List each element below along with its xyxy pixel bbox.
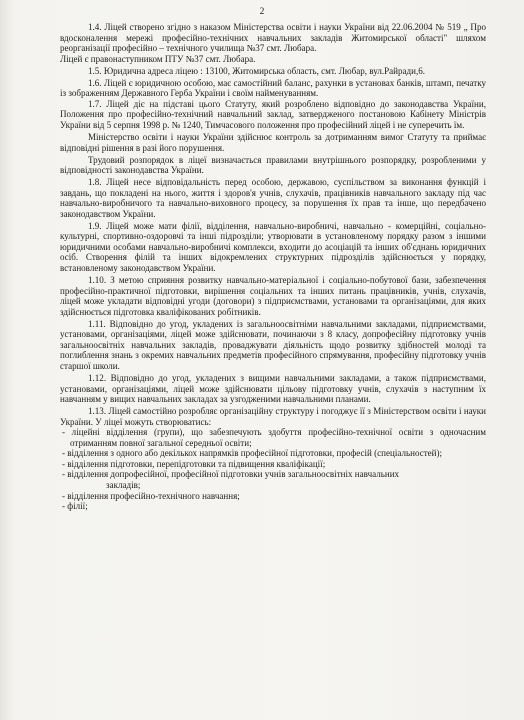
paragraph-1-12: 1.12. Відповідно до угод, укладених з вищими навчальними закладами, а також підприємствами, установами, організаціями, ліцей може здійснювати цільову підготовку учнів, слухачів з наступним їх навчанням у вищих навчальних закладах за узгодженими навчальними планами. (60, 373, 486, 405)
list-item: - філії; (62, 501, 88, 512)
paragraph-ministry-control: Міністерство освіти і науки України здійснює контроль за дотриманням вимог Статуту та приймає відповідні рішення в разі його порушення. (60, 131, 486, 153)
paragraph-1-13: 1.13. Ліцей самостійно розробляє організаційну структуру і погоджує її з Міністерством освіти і науки України. У ліцеї можуть створюватись: (60, 406, 486, 427)
structure-list (60, 427, 486, 511)
list-item: - відділення з одного або декількох напрямків професійної підготовки, професій (спеціальностей); (62, 448, 443, 459)
paragraph-1-4: 1.4. Ліцей створено згідно з наказом Міністерства освіти і науки України від 22.06.2004 № 519 „ Про вдосконалення мережі професійно-технічних навчальних закладів Житомирської області" шляхом реорганізації професійно – технічного училища №37 смт. Любара. (60, 22, 486, 54)
paragraph-1-6: 1.6. Ліцей є юридичною особою, має самостійний баланс, рахунки в установах банків, штамп, печатку із зображенням Державного Герба України і своїм найменуванням. (60, 77, 486, 99)
paragraph-1-9: 1.9. Ліцей може мати філії, відділення, навчально-виробничі, навчально - комерційні, соціально-культурні, спортивно-оздоровчі та інші підрозділи; утворювати в установленому порядку разом з іншими юридичними особами навчально-виробничі комплекси, входити до асоціацій та інших об'єднань юридичних осіб. Створення філій та інших відокремлених структурних підрозділів здійснюється у порядку, встановленому законодавством України. (60, 220, 486, 274)
paragraph-1-8: 1.8. Ліцей несе відповідальність перед особою, державою, суспільством за виконання функцій і завдань, що покладені на нього, життя і здоров'я учнів, слухачів, працівників навчального закладу під час навчально-виробничого та навчально-виховного процесу, за порушення їх прав та інше, що передбачено законодавством України. (60, 177, 486, 219)
list-item-text: - відділення допрофесійної, професійної підготовки учнів загальноосвітніх навчальних (62, 469, 400, 480)
list-item-continuation: закладів; (106, 479, 141, 490)
paragraph-1-10: 1.10. З метою сприяння розвитку навчально-матеріальної і соціально-побутової бази, забезпечення професійно-практичної підготовки, вирішення соціальних та інших питань працівників, учнів, слухачів, ліцей може укладати відповідні угоди (договори) з підприємствами, установами та організаціями, для яких здійснюється підготовка кваліфікованих робітників. (60, 275, 486, 317)
paragraph-successor: Ліцей є правонаступником ПТУ №37 смт. Любара. (60, 53, 256, 64)
page-number: 2 (259, 7, 265, 17)
list-item: - ліцейні відділення (групи), що забезпечують здобуття професійно-технічної освіти з одночасним отриманням повної загальної середньої освіти; (62, 427, 486, 448)
list-item: - відділення професійно-технічного навчання; (62, 490, 240, 501)
paragraph-1-5: 1.5. Юридична адреса ліцею : 13100, Житомирська область, смт. Любар, вул.Райради,6. (88, 65, 426, 76)
document-body (60, 22, 486, 512)
list-item (60, 469, 486, 490)
paragraph-1-11: 1.11. Відповідно до угод, укладених із загальноосвітніми навчальними закладами, підприємствами, установами, організаціями, ліцей може здійснювати, починаючи з 8 класу, допрофесійну підготовку учнів загальноосвітніх навчальних закладів, проваджувати діяльність щодо розвитку здібностей молоді та поглиблення знань з окремих навчальних предметів професійного спрямування, професійну підготовку учнів старшої школи. (60, 318, 486, 371)
paragraph-1-7: 1.7. Ліцей діє на підставі цього Статуту, який розроблено відповідно до законодавства України, Положення про професійно-технічний навчальний заклад, затвердженого постановою Кабінету Міністрів України від 5 серпня 1998 р. № 1240, Тимчасового положення про професійний ліцей і не суперечить їм. (60, 98, 486, 130)
paragraph-work-schedule: Трудовий розпорядок в ліцеї визначається правилами внутрішнього розпорядку, розробленими у відповідності законодавства України. (60, 154, 486, 176)
list-item: - відділення підготовки, перепідготовки та підвищення кваліфікації; (62, 458, 326, 469)
